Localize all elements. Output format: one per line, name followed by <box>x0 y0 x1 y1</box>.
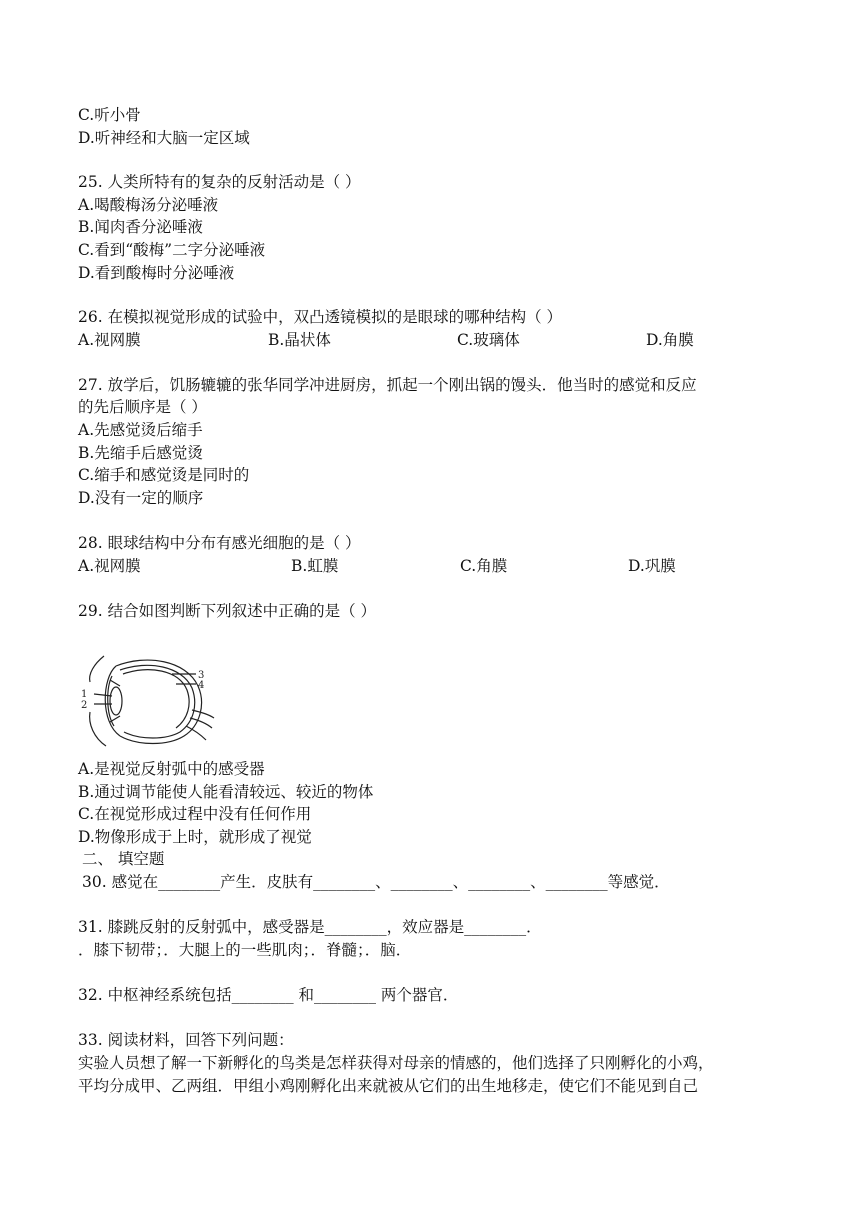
q32-question: 32. 中枢神经系统包括________ 和________ 两个器官． <box>78 986 459 1004</box>
q26-option-b: B.晶状体 <box>268 331 331 349</box>
q27-option-a: A.先感觉烫后缩手 <box>78 421 203 439</box>
q28-option-c: C.角膜 <box>460 557 508 575</box>
q28-option-d: D.巩膜 <box>628 557 676 575</box>
q28-option-a: A.视网膜 <box>78 557 141 575</box>
q27-question-line1: 27. 放学后，饥肠辘辘的张华同学冲进厨房，抓起一个刚出锅的馒头．他当时的感觉和反应 <box>78 376 697 394</box>
q33-question: 33. 阅读材料，回答下列问题： <box>78 1031 294 1049</box>
q27-option-b: B.先缩手后感觉烫 <box>78 444 203 462</box>
q33-material-line2: 平均分成甲、乙两组．甲组小鸡刚孵化出来就被从它们的出生地移走，使它们不能见到自己 <box>78 1077 699 1095</box>
q27-option-c: C.缩手和感觉烫是同时的 <box>78 466 250 484</box>
figure-label-2: 2 <box>81 700 88 711</box>
q31-choices: ．膝下韧带；．大腿上的一些肌肉；．脊髓；．脑． <box>78 941 412 959</box>
q26-question: 26. 在模拟视觉形成的试验中，双凸透镜模拟的是眼球的哪种结构（ ） <box>78 308 563 326</box>
q29-question: 29. 结合如图判断下列叙述中正确的是（ ） <box>78 602 377 620</box>
q26-option-c: C.玻璃体 <box>457 331 520 349</box>
figure-label-1: 1 <box>81 689 88 700</box>
q25-option-d: D.看到酸梅时分泌唾液 <box>78 264 235 282</box>
q29-option-d: D.物像形成于上时，就形成了视觉 <box>78 828 312 846</box>
section-heading-fill-in: 二、 填空题 <box>82 850 165 868</box>
q31-question: 31. 膝跳反射的反射弧中，感受器是________，效应器是________． <box>78 918 542 936</box>
q30-question: 30. 感觉在________产生．皮肤有________、________、________、________等感觉． <box>82 873 670 891</box>
q24-option-c: C.听小骨 <box>78 106 141 124</box>
q25-option-c: C.看到“酸梅”二字分泌唾液 <box>78 241 266 259</box>
figure-label-4: 4 <box>198 680 205 691</box>
q25-question: 25. 人类所特有的复杂的反射活动是（ ） <box>78 173 361 191</box>
q28-question: 28. 眼球结构中分布有感光细胞的是（ ） <box>78 534 361 552</box>
q28-option-b: B.虹膜 <box>291 557 339 575</box>
eyeball-diagram <box>76 652 216 752</box>
q26-option-a: A.视网膜 <box>78 331 141 349</box>
q27-option-d: D.没有一定的顺序 <box>78 489 204 507</box>
q24-option-d: D.听神经和大脑一定区域 <box>78 129 250 147</box>
figure-label-3: 3 <box>198 670 205 681</box>
q29-option-b: B.通过调节能使人能看清较远、较近的物体 <box>78 783 374 801</box>
q25-option-b: B.闻肉香分泌唾液 <box>78 218 203 236</box>
q25-option-a: A.喝酸梅汤分泌唾液 <box>78 196 219 214</box>
q29-option-c: C.在视觉形成过程中没有任何作用 <box>78 805 312 823</box>
q27-question-line2: 的先后顺序是（ ） <box>78 398 207 416</box>
q29-option-a: A.是视觉反射弧中的感受器 <box>78 760 265 778</box>
q33-material-line1: 实验人员想了解一下新孵化的鸟类是怎样获得对母亲的情感的，他们选择了只刚孵化的小鸡， <box>78 1054 714 1072</box>
q26-option-d: D.角膜 <box>646 331 694 349</box>
